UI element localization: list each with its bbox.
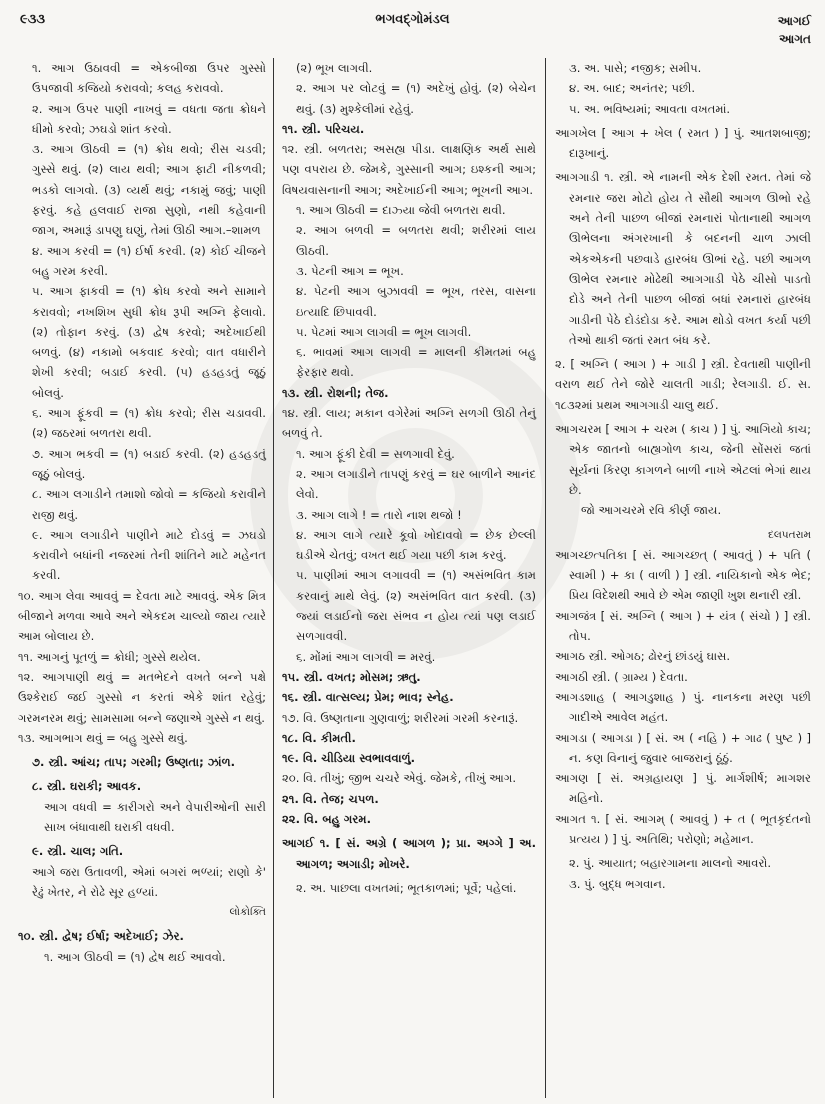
quote-attribution: લોકોક્તિ <box>229 906 266 919</box>
column-divider <box>273 58 274 1098</box>
entry-idiom: ૪. પેટની આગ બુઝાવવી = ભૂખ, તરસ, વાસના ઇત્યાદિ છિપાવવી. <box>296 284 536 319</box>
guide-word-top: આગઈ <box>777 14 811 28</box>
entry-sense: ૫. અ. ભવિષ્યમાં; આવતા વખતમાં. <box>569 101 731 116</box>
entry-sense: ૯. સ્ત્રી. ચાલ; ગતિ. <box>32 844 124 859</box>
entry-sense: ૧૯. વિ. ચીડિયા સ્વભાવવાળું. <box>282 751 416 766</box>
entry-sense: ૯. આગ લગાડીને પાણીને માટે દોડવું = ઝઘડો કરાવીને બધાંની નજરમાં તેની શાંતિને માટે મહેનત કરવી. <box>32 527 266 583</box>
entry-idiom: ૫. પેટમાં આગ લાગવી = ભૂખ લાગવી. <box>296 324 472 339</box>
entry-sense: ૨૧. વિ. તેજ; ચપળ. <box>282 791 379 806</box>
entry-quote: આગે જરા ઉતાવળી, એમાં બગરાં ભળ્યાં; રાણો કે' રેઢું ખેતર, ને રોઢે સૂર હળ્યાં. <box>32 864 266 899</box>
entry-idiom: ૩. પેટની આગ = ભૂખ. <box>296 263 404 278</box>
headword-entry: આગખેલ [ આગ + ખેલ ( રમત ) ] પું. આતશબાજી; દારૂખાનું. <box>555 125 811 161</box>
entry-idiom: ૪. આગ લાગે ત્યારે કૂવો ખોદાવવો = છેક છેલ્લી ઘડીએ ચેતવું; વખત થઈ ગયા પછી કામ કરવું. <box>296 527 536 563</box>
book-title: ભગવદ્ગોમંડલ <box>375 12 450 27</box>
entry-sense: ૩. અ. પાસે; નજીક; સમીપ. <box>569 61 702 75</box>
entry-idiom: ૫. પાણીમાં આગ લગાવવી = (૧) અસંભવિત કામ કરવાનું માથે લેવું. (૨) અસંભવિત વાત કરવી. (૩) જ્યાં લડાઈનો જરા સંભવ ન હોય ત્યાં પણ લડાઈ સળગાવવી. <box>296 568 536 644</box>
column-divider <box>545 58 546 1098</box>
entry-sense: ૧૨. આગપાણી થવું = મતભેદને વખતે બન્ને પક્ષે ઉશ્કેરાઈ જઈ ગુસ્સો ન કરતાં એકે શાંત રહેવું; ગરમનરમ થવું; સામસામા બન્ને જણાએ ગુસ્સે ન થવું. <box>18 669 266 725</box>
entry-idiom: ૧. આગ ઊઠવી = (૧) દ્વેષ થઈ આવવો. <box>44 949 226 964</box>
right-column <box>555 58 811 894</box>
headword-entry: આગગાડી ૧. સ્ત્રી. એ નામની એક દેશી રમત. તેમાં જે રમનાર જરા મોટો હોય તે સૌથી આગળ ઊભો રહે અને તેની પાછળ બીજાં રમનારાં પોતાનાથી આગળ ઊભેલના અંગરખાની કે બદનની ચાળ ઝાલી એકએકની પછવાડે હારબંધ ઊભાં રહે. પછી આગળ ઊભેલ રમનાર મોઢેથી આગગાડી પેઠે ચીસો પાડતો દોડે અને તેની પાછળ બીજાં બધાં રમનારાં હારબંધ ગાડીની પેઠે દોડંદોડા કરે. આમ થોડો વખત કર્યા પછી તેઓ થાકી જતાં રમત બંધ કરે. <box>555 170 811 347</box>
entry-sense: ૧૧. આગનું પૂતળું = ક્રોધી; ગુસ્સે થયેલ. <box>18 649 201 664</box>
entry-sense: ૫. આગ ફાકવી = (૧) ક્રોધ કરવો અને સામાને કરાવવો; નખશિખ સુધી ક્રોધ રૂપી અગ્નિ ફેલાવો. (૨) તોફાન કરવું. (૩) દ્વેષ કરવો; અદેખાઈથી બળવું. (૪) નકામો બકવાદ કરવો; વાત વધારીને શેખી કરવી; બડાઈ કરવી. (૫) હડહડતું જૂઠું બોલવું. <box>32 284 266 400</box>
entry-sense: ૪. આગ કરવી = (૧) ઈર્ષા કરવી. (૨) કોઈ ચીજને બહુ ગરમ કરવી. <box>32 243 266 278</box>
entry-sense: (૨) ભૂખ લાગવી. <box>296 61 373 75</box>
page-header <box>0 8 825 48</box>
entry-sense: ૨. અ. પાછલા વખતમાં; ભૂતકાળમાં; પૂર્વે; પહેલાં. <box>296 880 517 895</box>
guide-words <box>778 12 811 48</box>
entry-sense: ૩. આગ ઊઠવી = (૧) ક્રોધ થવો; રીસ ચડવી; ગુસ્સે થવું. (૨) લાય થવી; આગ ફાટી નીકળવી; ભડકો લાગવો. (૩) વ્યર્થ થવું; નકામું જવું; પાણી ફરવું. કહે હલવાઈ રાજા સુણો, નથી કહેવાની જાગ, અમારૂં ડાપણુ ઘણું, તેમાં ઊઠી આગ.–શામળ <box>32 142 266 238</box>
entry-sense: ૧૭. વિ. ઉષ્ણતાના ગુણવાળું; શરીરમાં ગરમી કરનારૂં. <box>282 710 519 725</box>
entry-sense: ૨૦. વિ. તીખું; જીભ ચચરે એવું. જેમકે, તીખું આગ. <box>282 771 517 786</box>
entry-sense: ૧૪. સ્ત્રી. લાય; મકાન વગેરેમાં અગ્નિ સળગી ઊઠી તેનું બળવું તે. <box>282 406 536 441</box>
guide-word-bottom: આગત <box>779 32 811 46</box>
entry-sense: ૧૨. સ્ત્રી. બળતરા; અસહ્ય પીડા. લાક્ષણિક અર્થ સાથે પણ વપરાય છે. જેમકે, ગુસ્સાની આગ; ઇશ્કની આગ; વિષયવાસનાની આગ; અદેખાઈની આગ; ભૂખની આગ. <box>282 142 536 197</box>
entry-sense: ૧૫. સ્ત્રી. વખત; મોસમ; ઋતુ. <box>282 669 421 684</box>
entry-sense: ૭. સ્ત્રી. આંચ; તાપ; ગરમી; ઉષ્ણતા; ઝાંળ. <box>32 755 236 770</box>
entry-sense: ૪. અ. બાદ; અનંતર; પછી. <box>569 81 696 96</box>
entry-sense: ૧૮. વિ. કીમતી. <box>282 730 356 745</box>
entry-sense: ૧૧. સ્ત્રી. પરિચય. <box>282 121 365 136</box>
headword-entry: આગડા ( આગડા ) [ સં. અ ( નહિ ) + ગાઢ ( પુષ્ટ ) ] ન. કણ વિનાનું જુવાર બાજરાનું ઠૂંઠું. <box>555 730 811 765</box>
entry-idiom: ૬. મોંમાં આગ લાગવી = મરવું. <box>296 649 436 664</box>
entry-sense: ૨. આગ ઉપર પાણી નાખવું = વધતા જતા ક્રોધને ધીમો કરવો; ઝઘડો શાંત કરવો. <box>32 101 266 136</box>
headword-entry: આગઠી સ્ત્રી. ( ગ્રામ્ય ) દેવતા. <box>555 669 688 684</box>
headword-entry: આગણ [ સં. અગ્રહાયણ ] પું. માર્ગશીર્ષ; માગશર મહિનો. <box>555 771 811 806</box>
entry-sense: ૬. આગ ફૂંકવી = (૧) ક્રોધ કરવો; રીસ ચડાવવી. (૨) જઠરમાં બળતરા થવી. <box>32 406 266 441</box>
entry-sense: ૨. [ અગ્નિ ( આગ ) + ગાડી ] સ્ત્રી. દેવતાથી પાણીની વરાળ થઈ તેને જોરે ચાલતી ગાડી; રેલગાડી. ઈ. સ. ૧૮૩૨માં પ્રથમ આગગાડી ચાલુ થઈ. <box>555 357 811 412</box>
entry-idiom: ૧. આગ ઊઠવી = દાઝ્યા જેવી બળતરા થવી. <box>296 203 506 218</box>
entry-sense: ૩. પું. બુદ્ધ ભગવાન. <box>569 876 666 891</box>
entry-quote: જો આગચરમે રવિ કીર્ણ જાય. <box>581 503 722 518</box>
entry-idiom: ૨. આગ લગાડીને તાપણું કરવું = ઘર બાળીને આનંદ લેવો. <box>296 466 536 502</box>
entry-sense: ૧૬. સ્ત્રી. વાત્સલ્ય; પ્રેમ; ભાવ; સ્નેહ. <box>282 690 454 705</box>
headword-entry: આગચરમ [ આગ + ચરમ ( કાચ ) ] પું. આગિયો કાચ; એક જાતનો બાહ્યગોળ કાચ, જેની સોંસરાં જતાં સૂર્યનાં કિરણ કાગળને બાળી નાખે એટલાં ભેગાં થાય છે. <box>555 422 811 497</box>
entry-sense: ૨. પું. આયાત; બહારગામના માલનો આવરો. <box>569 856 772 871</box>
headword-entry: આગઠ સ્ત્રી. ઓગઠ; ઢોરનું છાંડયું ઘાસ. <box>555 649 731 664</box>
entry-idiom: ૩. આગ લાગે ! = તારો નાશ થજો ! <box>296 507 462 522</box>
headword-entry: આગજંત્ર [ સં. અગ્નિ ( આગ ) + યંત્ર ( સંચો ) ] સ્ત્રી. તોપ. <box>555 608 811 644</box>
entry-sense: ૨. આગ પર લોટવું = (૧) અદેખું હોવું. (૨) બેચેન થવું. (૩) મુશ્કેલીમાં રહેવું. <box>296 81 536 116</box>
entry-sense: ૧૩. આગભાગ થવું = બહુ ગુસ્સે થવું. <box>18 730 188 745</box>
headword-entry: આગઈ ૧. [ સં. અગ્રે ( આગળ ); પ્રા. અગ્ગે ] અ. આગળ; અગાડી; મોખરે. <box>282 836 536 871</box>
entry-idiom: ૨. આગ બળવી = બળતરા થવી; શરીરમાં લાય ઊઠવી. <box>296 223 536 258</box>
left-column <box>18 58 266 967</box>
headword-entry: આગડશાહ ( આગડુશાહ ) પું. નાનકના મરણ પછી ગાદીએ આવેલ મહંત. <box>555 689 811 725</box>
middle-column <box>282 58 536 898</box>
dictionary-columns <box>0 58 825 1098</box>
headword-entry: આગત ૧. [ સં. આગમ્ ( આવવું ) + ત ( ભૂતકૃદંતનો પ્રત્યય ) ] પું. અતિથિ; પરોણો; મહેમાન. <box>555 811 811 846</box>
quote-attribution: દલપતરામ <box>768 528 811 541</box>
entry-sense: ૭. આગ ભકવી = (૧) બડાઈ કરવી. (૨) હડહડતું જૂઠું બોલવું. <box>32 446 266 481</box>
entry-idiom: ૬. ભાવમાં આગ લાગવી = માલની કીમતમાં બહુ ફેરફાર થવો. <box>296 345 536 380</box>
page-number: ૯૩૩ <box>20 12 46 27</box>
entry-sense: ૧. આગ ઉઠાવવી = એકબીજા ઉપર ગુસ્સો ઉપજાવી કજિયો કરાવવો; કલહ કરાવવો. <box>32 61 266 96</box>
entry-idiom: આગ વધવી = કારીગરો અને વેપારીઓની સારી સાખ બંધાવાથી ઘરાકી વધવી. <box>44 799 266 834</box>
entry-idiom: ૧. આગ ફૂંકી દેવી = સળગાવી દેવું. <box>296 446 455 461</box>
headword-entry: આગચ્છત્પતિકા [ સં. આગચ્છત્ ( આવતું ) + પતિ ( સ્વામી ) + કા ( વાળી ) ] સ્ત્રી. નાયિકાનો એક ભેદ; પ્રિય વિદેશથી આવે છે એમ જાણી ખુશ થનારી સ્ત્રી. <box>555 547 811 603</box>
entry-sense: ૨૨. વિ. બહુ ગરમ. <box>282 811 371 826</box>
entry-sense: ૧૩. સ્ત્રી. રોશની; તેજ. <box>282 385 389 400</box>
entry-sense: ૮. સ્ત્રી. ઘરાકી; આવક. <box>32 779 142 794</box>
entry-sense: ૮. આગ લગાડીને તમાશો જોવો = કજિયો કરાવીને રાજી થવું. <box>32 487 266 522</box>
entry-sense: ૧૦. સ્ત્રી. દ્વેષ; ઈર્ષા; અદેખાઈ; ઝેર. <box>18 929 184 944</box>
entry-sense: ૧૦. આગ લેવા આવવું = દેવતા માટે આવવું. એક મિત્ર બીજાને મળવા આવે અને એકદમ ચાલ્યો જાય ત્યારે આમ બોલાય છે. <box>18 588 266 644</box>
